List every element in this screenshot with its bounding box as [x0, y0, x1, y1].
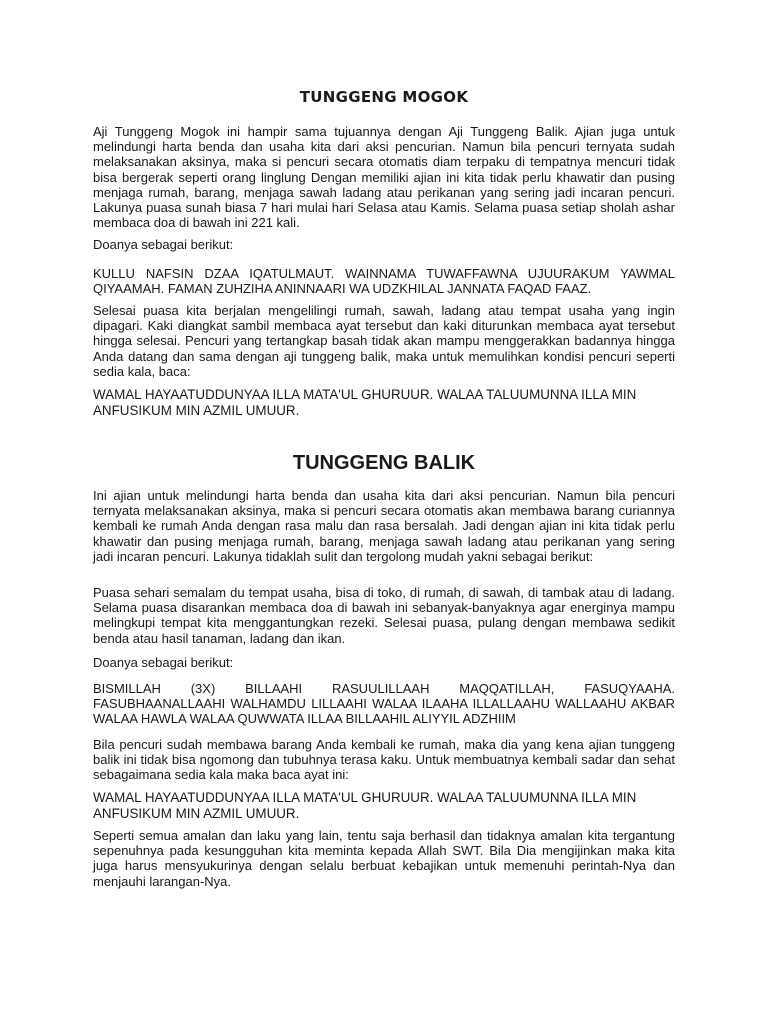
paragraph-puasa-balik: Puasa sehari semalam du tempat usaha, bisa di toko, di rumah, di sawah, di tambak atau di ladang. Selama puasa disarankan membaca doa di bawah ini sebanyak-banyaknya agar energinya mampu melingkupi tempat kita menggantungkan rezeki. Selesai puasa, pulang dengan membawa sedikit benda atau hasil tanaman, ladang dan ikan. [93, 585, 675, 646]
paragraph-intro-mogok: Aji Tunggeng Mogok ini hampir sama tujuannya dengan Aji Tunggeng Balik. Ajian juga untuk melindungi harta benda dan usaha kita dari aksi pencurian. Namun bila pencuri ternyata sudah melaksanakan aksinya, maka si pencuri secara otomatis diam terpaku di tempatnya mencuri tidak bisa bergerak seperti orang linglung Dengan memiliki ajian ini kita tidak perlu khawatir dan pusing menjaga rumah, barang, menjaga sawah ladang atau perikanan yang sering jadi incaran pencuri. Lakunya puasa sunah biasa 7 hari mulai hari Selasa atau Kamis. Selama puasa setiap sholah ashar membaca doa di bawah ini 221 kali. [93, 124, 675, 231]
paragraph-closing-balik: Seperti semua amalan dan laku yang lain, tentu saja berhasil dan tidaknya amalan kita tergantung sepenuhnya pada kesungguhan kita meminta kepada Allah SWT. Bila Dia mengijinkan maka kita juga harus mensyukurinya dengan selalu berbuat kebajikan untuk memenuhi perintah-Nya dan menjauhi larangan-Nya. [93, 828, 675, 889]
paragraph-doa-heading-mogok: Doanya sebagai berikut: [93, 237, 234, 252]
paragraph-instructions-mogok: Selesai puasa kita berjalan mengelilingi rumah, sawah, ladang atau tempat usaha yang ingin dipagari. Kaki diangkat sambil membaca ayat tersebut dan kaki diturunkan membaca ayat tersebut hingga selesai. Pencuri yang tertangkap basah tidak akan mampu menggerakkan badannya hingga Anda datang dan sama dengan aji tunggeng balik, maka untuk memulihkan kondisi pencuri seperti sedia kala, baca: [93, 303, 675, 379]
paragraph-verse-mogok: WAMAL HAYAATUDDUNYAA ILLA MATA'UL GHURUUR. WALAA TALUUMUNNA ILLA MIN ANFUSIKUM MIN AZMIL UMUUR. [93, 387, 637, 418]
paragraph-doa-heading-balik: Doanya sebagai berikut: [93, 655, 234, 670]
section-title-tunggeng-balik: TUNGGENG BALIK [292, 452, 476, 474]
paragraph-recovery-balik: Bila pencuri sudah membawa barang Anda kembali ke rumah, maka dia yang kena ajian tunggeng balik ini tidak bisa ngomong dan tubuhnya terasa kaku. Untuk membuatnya kembali sadar dan sehat sebagaimana sedia kala maka baca ayat ini: [93, 737, 675, 783]
section-title-tunggeng-mogok: TUNGGENG MOGOK [299, 88, 469, 106]
paragraph-doa-mogok: KULLU NAFSIN DZAA IQATULMAUT. WAINNAMA TUWAFFAWNA UJUURAKUM YAWMAL QIYAAMAH. FAMAN ZUHZIHA ANINNAARI WA UDZKHILAL JANNATA FAQAD FAAZ. [93, 266, 675, 297]
paragraph-verse-balik: WAMAL HAYAATUDDUNYAA ILLA MATA'UL GHURUUR. WALAA TALUUMUNNA ILLA MIN ANFUSIKUM MIN AZMIL UMUUR. [93, 790, 637, 821]
paragraph-doa-balik: BISMILLAH (3X) BILLAAHI RASUULILLAAH MAQQATILLAH, FASUQYAAHA. FASUBHAANALLAAHI WALHAMDU LILLAAHI WALAA ILAAHA ILLALLAAHU WALLAAHU AKBAR WALAA HAWLA WALAA QUWWATA ILLAA BILLAAHIL ALIYYIL ADZHIIM [93, 681, 675, 727]
paragraph-intro-balik: Ini ajian untuk melindungi harta benda dan usaha kita dari aksi pencurian. Namun bila pencuri ternyata melaksanakan aksinya, maka si pencuri secara otomatis akan membawa barang curiannya kembali ke rumah Anda dengan rasa malu dan rasa bersalah. Jadi dengan ajian ini kita tidak perlu khawatir dan pusing menjaga rumah, barang, menjaga sawah ladang atau perikanan yang sering jadi incaran pencuri. Lakunya tidaklah sulit dan tergolong mudah yakni sebagai berikut: [93, 488, 675, 564]
